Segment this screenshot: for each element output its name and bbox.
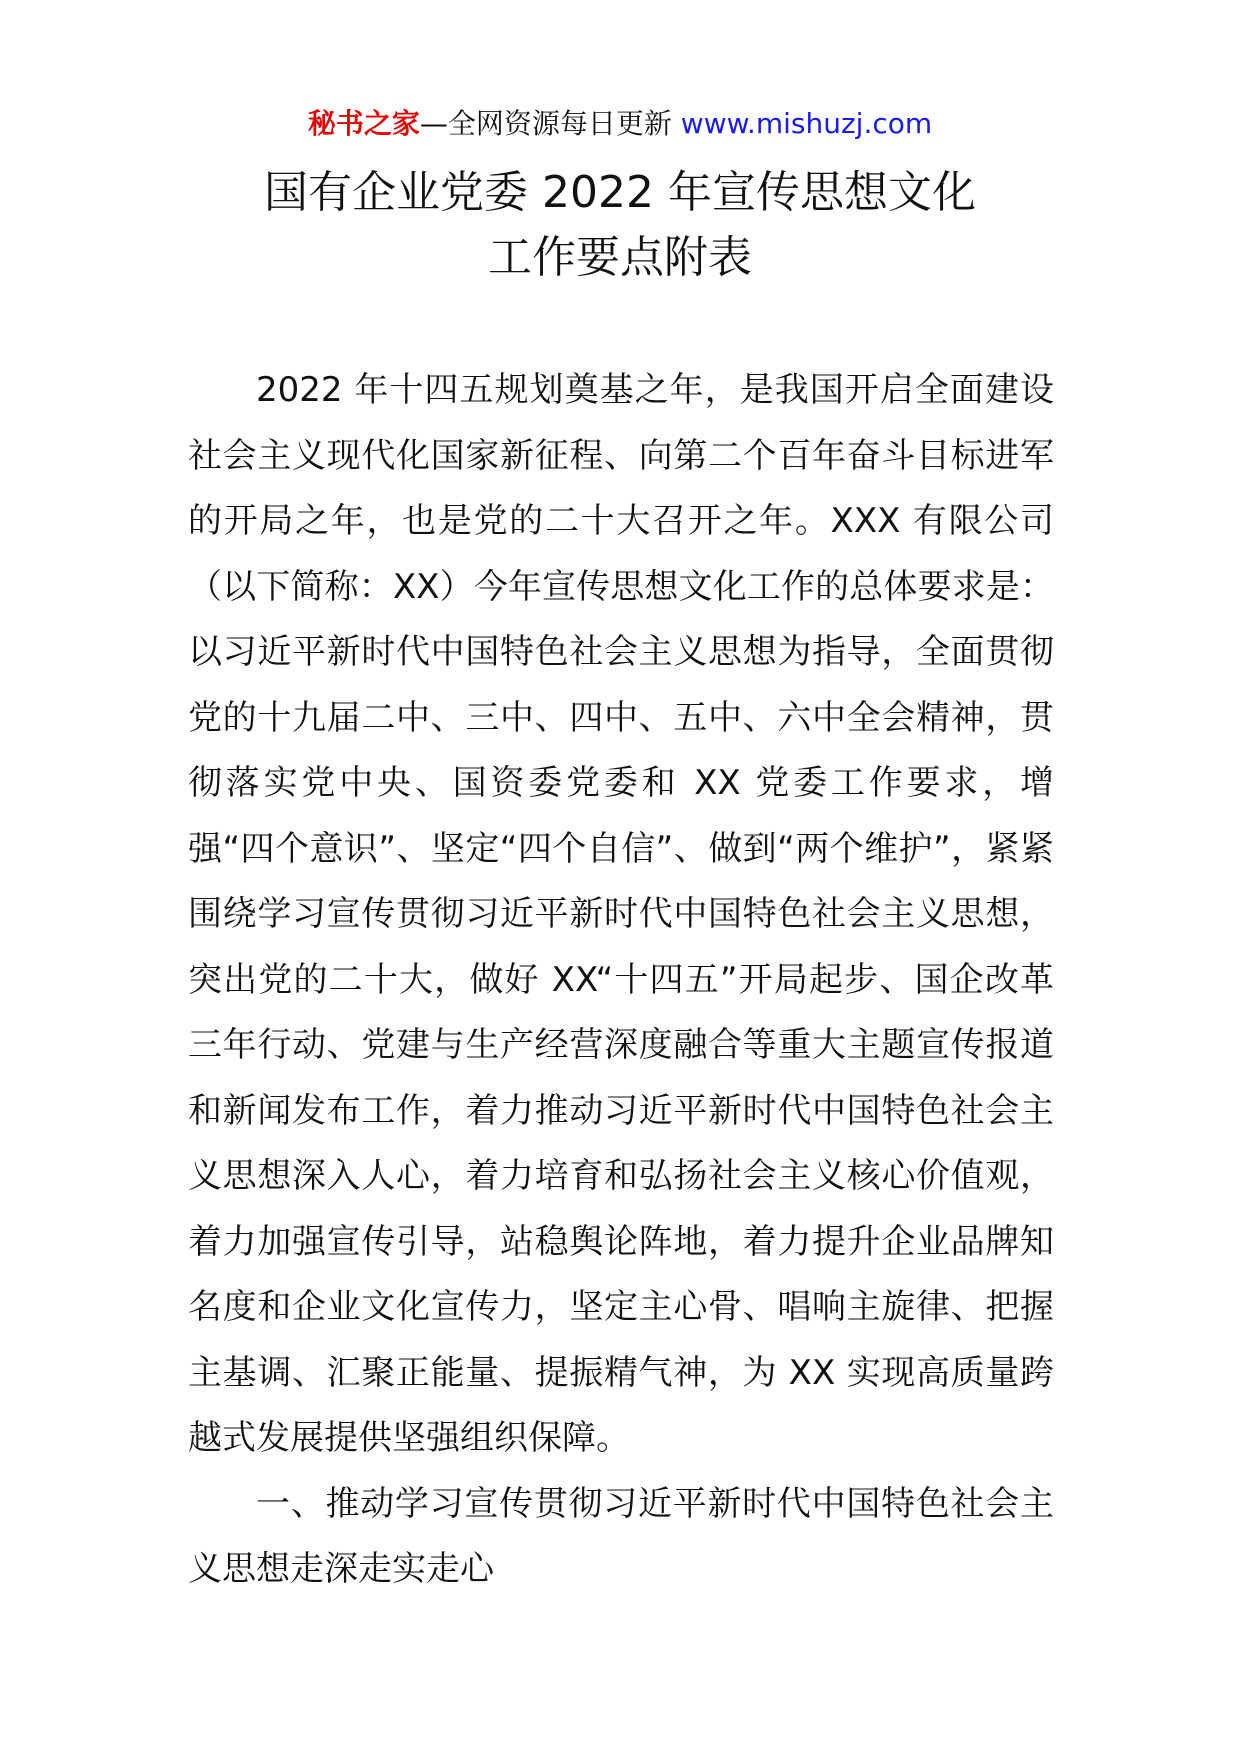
document-title-line1: 国有企业党委 2022 年宣传思想文化 bbox=[264, 167, 976, 218]
section-heading: 一、推动学习宣传贯彻习近平新时代中国特色社会主义思想走深走实走心 bbox=[188, 1483, 1054, 1589]
watermark-header bbox=[0, 104, 1240, 144]
document-title-line2: 工作要点附表 bbox=[488, 232, 752, 283]
body-paragraph: 2022 年十四五规划奠基之年，是我国开启全面建设社会主义现代化国家新征程、向第二个百年奋斗目标进军的开局之年，也是党的二十大召开之年。XXX 有限公司（以下简称：XX）今年宣传思想文化工作的总体要求是：以习近平新时代中国特色社会主义思想为指导，全面贯彻党的十九届二中、三中、四中、五中、六中全会精神，贯彻落实党中央、国资委党委和 XX 党委工作要求，增强“四个意识”、坚定“四个自信”、做到“两个维护”，紧紧围绕学习宣传贯彻习近平新时代中国特色社会主义思想，突出党的二十大，做好 XX“十四五”开局起步、国企改革三年行动、党建与生产经营深度融合等重大主题宣传报道和新闻发布工作，着力推动习近平新时代中国特色社会主义思想深入人心，着力培育和弘扬社会主义核心价值观，着力加强宣传引导，站稳舆论阵地，着力提升企业品牌知名度和企业文化宣传力，坚定主心骨、唱响主旋律、把握主基调、汇聚正能量、提振精气神，为 XX 实现高质量跨越式发展提供坚强组织保障。 bbox=[188, 370, 1054, 1458]
watermark-url[interactable]: www.mishuzj.com bbox=[680, 107, 933, 140]
document-body bbox=[188, 358, 1054, 1603]
watermark-brand: 秘书之家 bbox=[307, 107, 420, 140]
watermark-slogan: —全网资源每日更新 bbox=[419, 107, 672, 140]
